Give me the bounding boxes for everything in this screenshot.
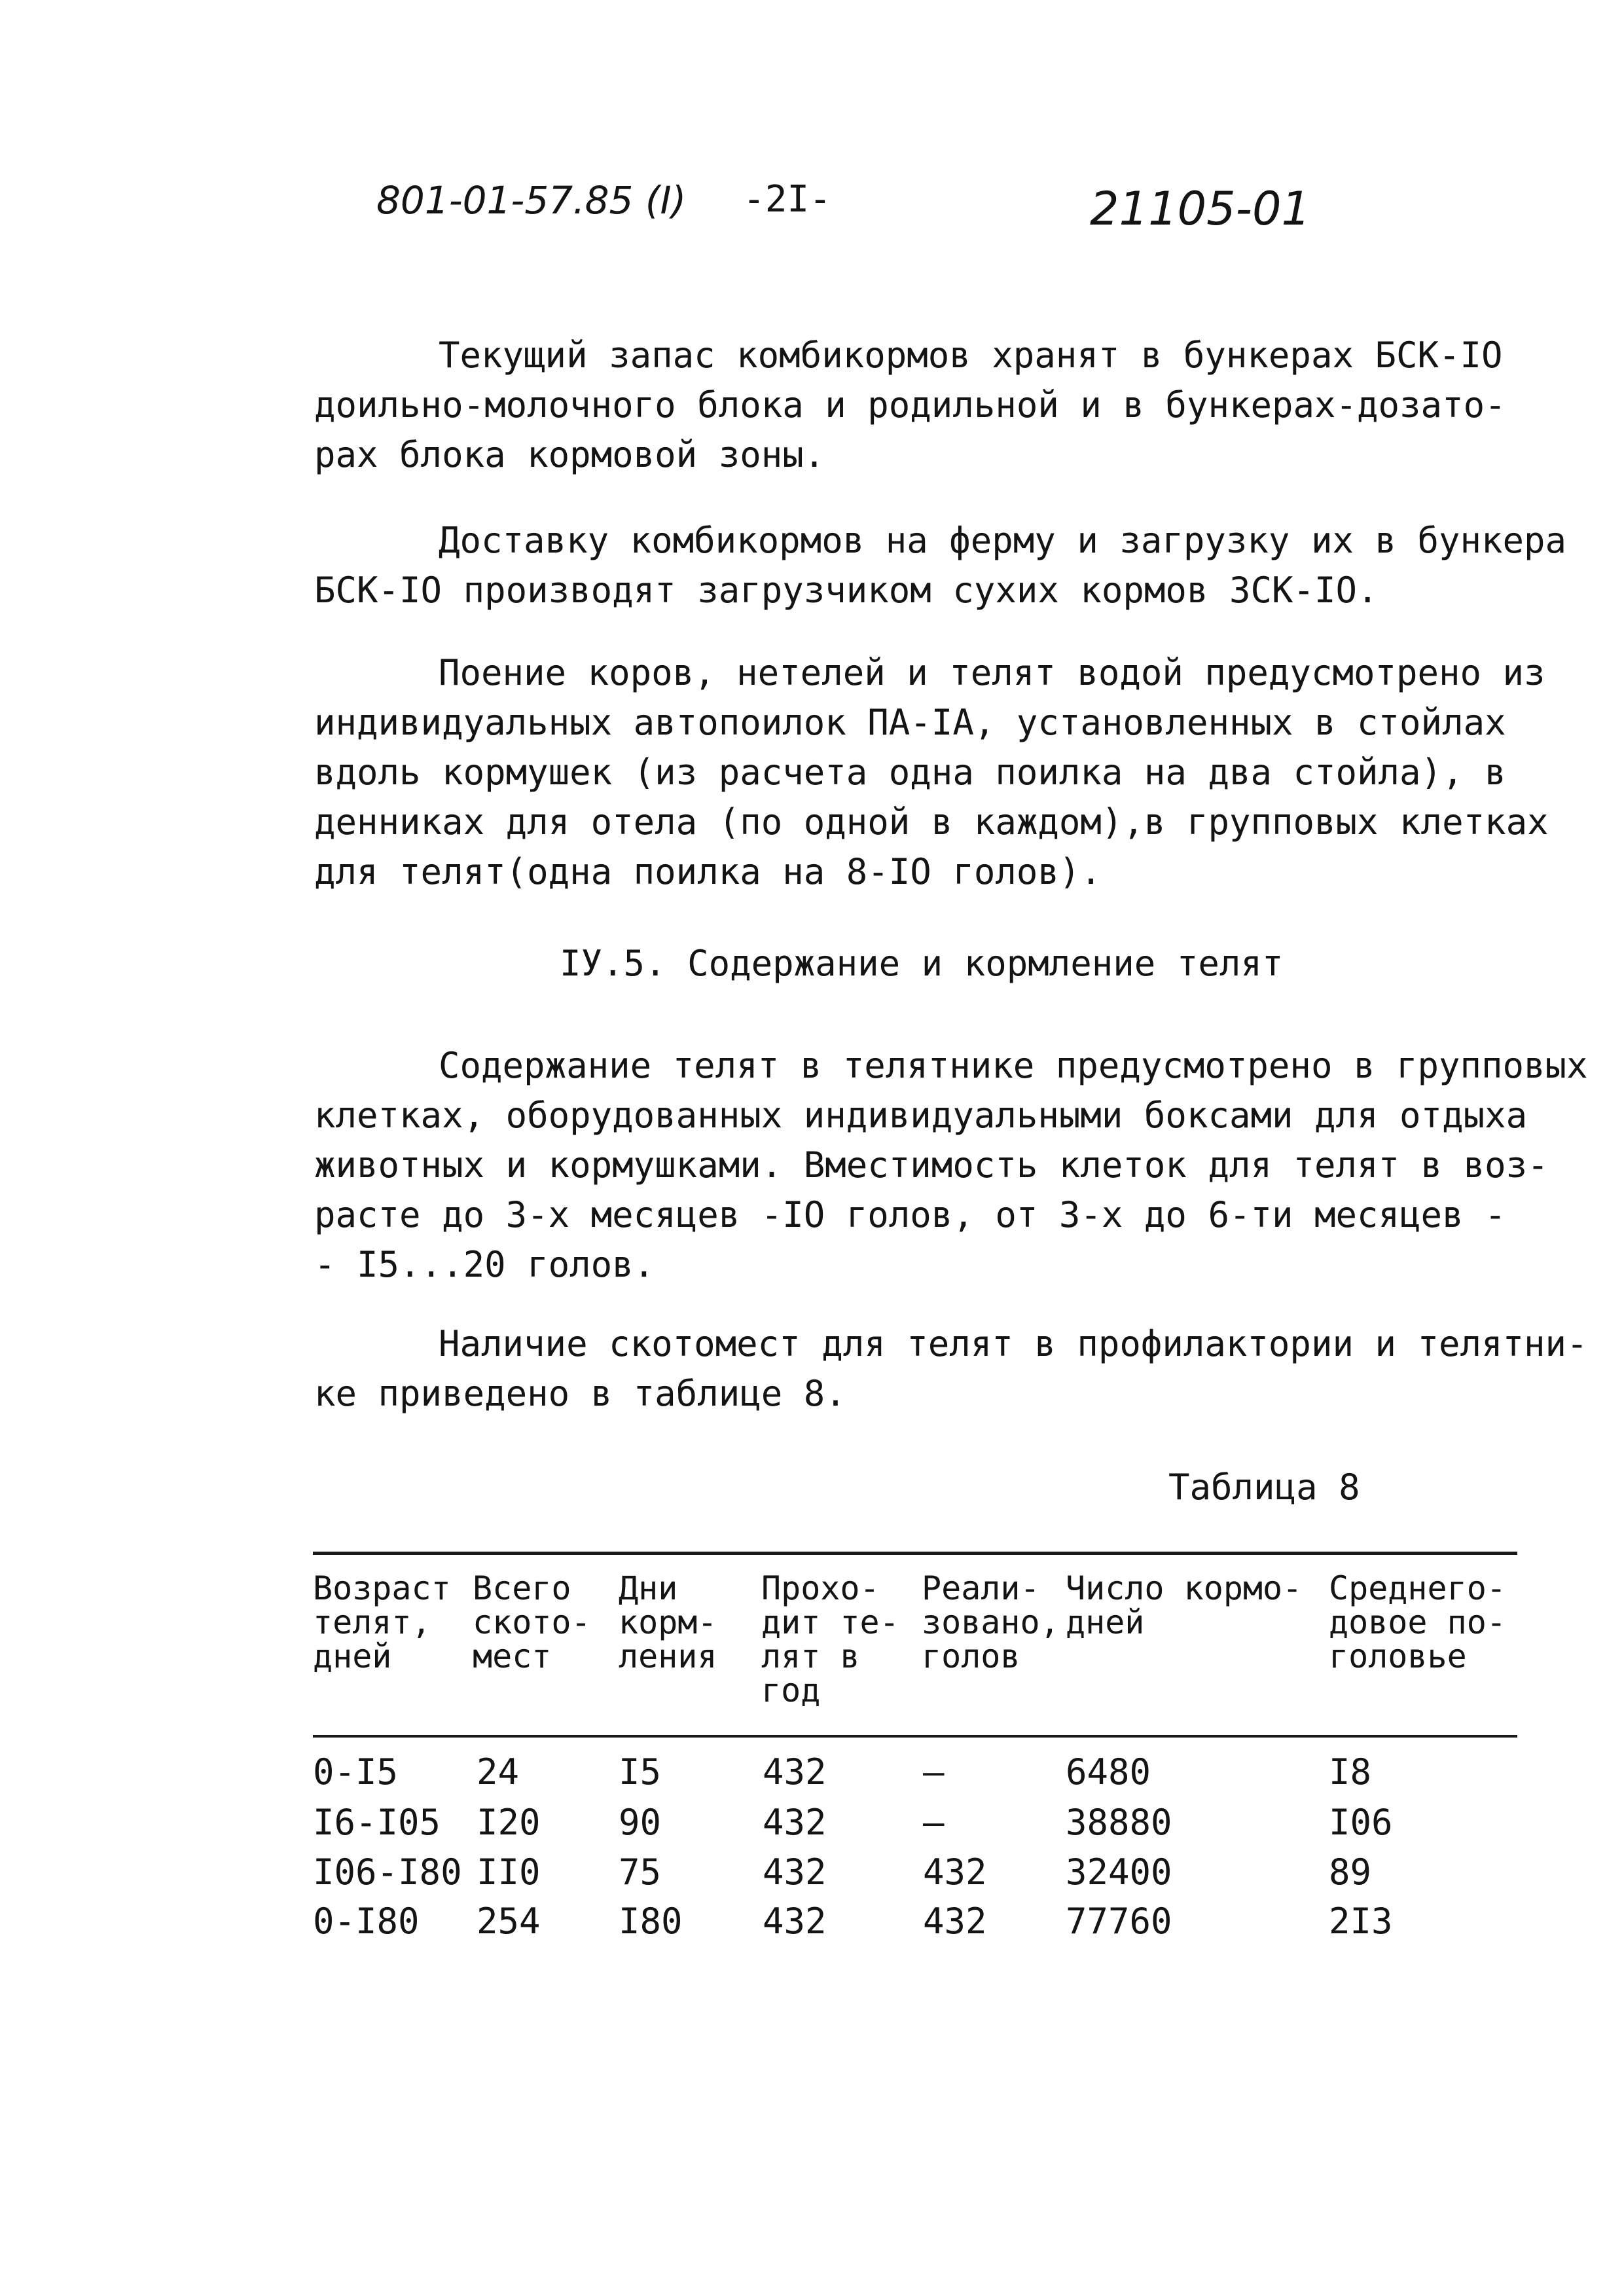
paragraph-line: - I5...20 голов. bbox=[314, 1244, 655, 1285]
table-cell: 77760 bbox=[1066, 1901, 1172, 1942]
table-header-cell: Возраст телят, дней bbox=[313, 1569, 451, 1675]
section-title: IУ.5. Содержание и кормление телят bbox=[560, 943, 1284, 984]
table-cell: – bbox=[923, 1802, 945, 1843]
table-cell: 432 bbox=[763, 1901, 827, 1942]
paragraph-line: Текущий запас комбикормов хранят в бункерах БСК-IO bbox=[439, 335, 1503, 376]
table-cell: I80 bbox=[619, 1901, 683, 1942]
paragraph-line: Содержание телят в телятнике предусмотрено в групповых bbox=[439, 1045, 1588, 1086]
table-cell: 75 bbox=[619, 1851, 662, 1893]
paragraph-line: вдоль кормушек (из расчета одна поилка на два стойла), в bbox=[314, 752, 1506, 793]
table-cell: I20 bbox=[477, 1802, 541, 1843]
table-cell: I6-I05 bbox=[313, 1802, 441, 1843]
table-cell: I8 bbox=[1329, 1751, 1372, 1793]
table-cell: I06 bbox=[1329, 1802, 1393, 1843]
paragraph-line: для телят(одна поилка на 8-IO голов). bbox=[314, 851, 1102, 892]
paragraph-2 bbox=[314, 516, 1567, 615]
page-number: -2I- bbox=[743, 178, 831, 221]
table-cell: I06-I80 bbox=[313, 1851, 462, 1893]
table-header-cell: Дни корм- ления bbox=[619, 1569, 717, 1675]
paragraph-line: ке приведено в таблице 8. bbox=[314, 1373, 846, 1414]
table-cell: 90 bbox=[619, 1802, 662, 1843]
table-header-rule bbox=[313, 1735, 1517, 1738]
document-code-handwritten: 21105-01 bbox=[1090, 182, 1311, 236]
table-header-cell: Всего ското- мест bbox=[473, 1569, 591, 1675]
table-cell: – bbox=[923, 1751, 945, 1793]
table-cell: 0-I80 bbox=[313, 1901, 420, 1942]
paragraph-1 bbox=[314, 331, 1558, 480]
table-cell: 24 bbox=[477, 1751, 520, 1793]
paragraph-line: клетках, оборудованных индивидуальными боксами для отдыха bbox=[314, 1095, 1528, 1136]
paragraph-line: Наличие скотомест для телят в профилактории и телятни- bbox=[439, 1323, 1588, 1364]
table-cell: 254 bbox=[477, 1901, 541, 1942]
paragraph-line: БСК-IO производят загрузчиком сухих кормов ЗСК-IO. bbox=[314, 570, 1379, 611]
paragraph-line: Поение коров, нетелей и телят водой предусмотрено из bbox=[439, 652, 1545, 693]
paragraph-3 bbox=[314, 648, 1558, 897]
table-cell: 38880 bbox=[1066, 1802, 1172, 1843]
table-cell: 6480 bbox=[1066, 1751, 1151, 1793]
table-cell: 432 bbox=[763, 1751, 827, 1793]
table-cell: I5 bbox=[619, 1751, 662, 1793]
table-top-rule bbox=[313, 1552, 1517, 1555]
table-cell: 32400 bbox=[1066, 1851, 1172, 1893]
paragraph-4 bbox=[314, 1041, 1588, 1290]
table-cell: 2I3 bbox=[1329, 1901, 1393, 1942]
paragraph-line: доильно-молочного блока и родильной и в бункерах-дозато- bbox=[314, 384, 1506, 426]
table-header-cell: Прохо- дит те- лят в год bbox=[761, 1569, 899, 1709]
table-cell: 432 bbox=[923, 1901, 987, 1942]
paragraph-line: расте до 3-х месяцев -IO голов, от 3-х до 6-ти месяцев - bbox=[314, 1194, 1506, 1235]
table-cell: 432 bbox=[763, 1851, 827, 1893]
table-header-cell: Число кормо- дней bbox=[1066, 1569, 1303, 1641]
table-header-cell: Реали- зовано, голов bbox=[922, 1569, 1060, 1675]
paragraph-line: животных и кормушками. Вместимость клеток для телят в воз- bbox=[314, 1144, 1549, 1186]
table-cell: 89 bbox=[1329, 1851, 1372, 1893]
paragraph-line: индивидуальных автопоилок ПА-IA, установленных в стойлах bbox=[314, 702, 1506, 743]
paragraph-5 bbox=[314, 1319, 1588, 1419]
table-cell: 432 bbox=[923, 1851, 987, 1893]
paragraph-line: рах блока кормовой зоны. bbox=[314, 434, 825, 475]
paragraph-line: денниках для отела (по одной в каждом),в групповых клетках bbox=[314, 801, 1549, 843]
table-cell: II0 bbox=[477, 1851, 541, 1893]
paragraph-line: Доставку комбикормов на ферму и загрузку их в бункера bbox=[439, 520, 1567, 561]
table-caption: Таблица 8 bbox=[1168, 1467, 1360, 1508]
table-header-cell: Среднего- довое по- головье bbox=[1329, 1569, 1506, 1675]
table-cell: 432 bbox=[763, 1802, 827, 1843]
document-code: 801-01-57.85 (I) bbox=[376, 178, 687, 223]
table-cell: 0-I5 bbox=[313, 1751, 399, 1793]
